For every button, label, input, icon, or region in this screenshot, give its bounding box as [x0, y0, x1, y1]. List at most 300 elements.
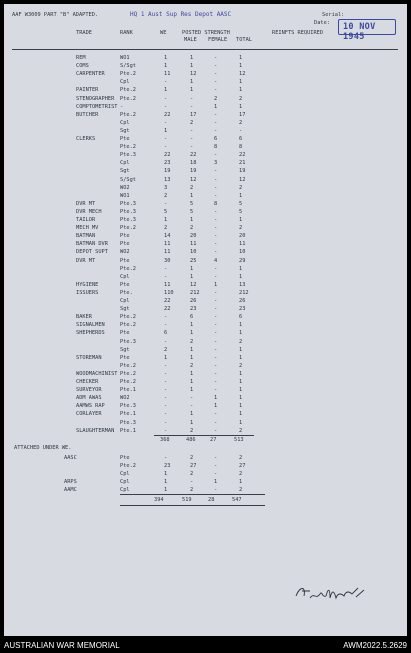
female-cell: -: [214, 63, 218, 70]
female-cell: 1: [214, 281, 218, 288]
female-cell: -: [214, 411, 218, 418]
attached-rank-cell: Cpl: [120, 471, 130, 478]
male-cell: 2: [190, 362, 194, 369]
total-cell: 1: [239, 265, 243, 272]
col-rank: RANK: [120, 30, 133, 36]
male-cell: 12: [190, 71, 197, 78]
grand-total-rule-bottom: [120, 505, 265, 506]
subtotal-male: 486: [186, 436, 196, 443]
rank-cell: Pte.3: [120, 338, 136, 345]
total-cell: 22: [239, 152, 246, 159]
trade-cell: MECH MV: [76, 225, 99, 232]
we-cell: -: [164, 119, 168, 126]
attached-we-cell: 1: [164, 471, 168, 478]
attached-male-cell: 2: [190, 471, 194, 478]
male-cell: 5: [190, 208, 194, 215]
total-cell: 12: [239, 176, 246, 183]
trade-cell: CHECKER: [76, 379, 99, 385]
attached-female-cell: 1: [214, 479, 218, 486]
attached-heading: ATTACHED UNDER WE.: [14, 444, 72, 451]
total-cell: 13: [239, 281, 246, 288]
we-cell: -: [164, 403, 168, 410]
we-cell: 1: [164, 127, 168, 134]
grand-total-we: 394: [154, 497, 164, 504]
we-cell: 11: [164, 71, 171, 78]
male-cell: 1: [190, 411, 194, 418]
date-stamp: [338, 19, 396, 42]
rank-cell: Pte.3: [120, 200, 136, 207]
we-cell: -: [164, 79, 168, 86]
total-cell: 1: [239, 387, 243, 394]
rank-cell: Cpl: [120, 298, 130, 304]
male-cell: 10: [190, 249, 197, 256]
total-cell: 1: [239, 419, 243, 426]
attached-rank-cell: Pte: [120, 454, 130, 461]
male-cell: -: [190, 403, 194, 410]
rank-cell: Cpl: [120, 273, 130, 280]
we-cell: -: [164, 273, 168, 280]
male-cell: 11: [190, 241, 197, 248]
col-remarks: REINFTS REQUIRED: [272, 30, 324, 36]
total-cell: 212: [239, 289, 249, 296]
we-cell: -: [164, 95, 168, 102]
trade-cell: DVR MT: [76, 257, 96, 264]
female-cell: 8: [214, 200, 218, 207]
male-cell: 1: [190, 63, 194, 70]
total-cell: 10: [239, 249, 246, 256]
total-cell: 11: [239, 241, 246, 248]
we-cell: -: [164, 419, 168, 426]
rank-cell: Pte: [120, 241, 130, 248]
male-cell: 22: [190, 152, 197, 159]
rank-cell: Sgt: [120, 168, 130, 175]
female-cell: -: [214, 427, 218, 434]
male-cell: -: [190, 103, 194, 110]
trade-cell: BATMAN DVR: [76, 241, 108, 248]
female-cell: -: [214, 233, 218, 240]
we-cell: -: [164, 314, 168, 321]
trade-cell: CARPENTER: [76, 71, 105, 78]
rank-cell: Pte.1: [120, 427, 136, 434]
rank-cell: Pte.2: [120, 111, 136, 118]
female-cell: -: [214, 152, 218, 159]
we-cell: 1: [164, 55, 168, 61]
male-cell: 12: [190, 281, 197, 288]
total-cell: -: [239, 127, 243, 134]
total-cell: 12: [239, 71, 246, 78]
rank-cell: Sgt: [120, 127, 130, 134]
rank-cell: Pte.2: [120, 314, 136, 321]
we-cell: 22: [164, 298, 171, 304]
total-cell: 2: [239, 184, 243, 191]
female-cell: -: [214, 249, 218, 256]
rank-cell: Pte.2: [120, 71, 136, 78]
date-stamp-text: 10 NOV 1945: [343, 22, 376, 42]
total-cell: 1: [239, 346, 243, 353]
female-cell: -: [214, 111, 218, 118]
attached-male-cell: 2: [190, 454, 194, 461]
rank-cell: Pte.2: [120, 225, 136, 232]
male-cell: 1: [190, 217, 194, 223]
female-cell: -: [214, 362, 218, 369]
attached-we-cell: 1: [164, 479, 168, 486]
total-cell: 2: [239, 225, 243, 232]
total-cell: 19: [239, 168, 246, 175]
trade-cell: COMPTOMETRIST: [76, 103, 118, 110]
female-cell: -: [214, 338, 218, 345]
rank-cell: Pte: [120, 257, 130, 264]
subtotal-total: 513: [234, 436, 244, 443]
attached-trade-cell: AAMC: [64, 487, 77, 494]
we-cell: -: [164, 322, 168, 329]
col-trade: TRADE: [76, 30, 92, 36]
attached-female-cell: -: [214, 463, 218, 469]
header-rule: [12, 49, 398, 50]
female-cell: -: [214, 265, 218, 272]
male-cell: 1: [190, 330, 194, 337]
we-cell: -: [164, 427, 168, 434]
male-cell: -: [190, 395, 194, 402]
total-cell: 21: [239, 160, 246, 167]
we-cell: 110: [164, 289, 174, 296]
male-cell: 2: [190, 119, 194, 126]
grand-total-total: 547: [232, 497, 242, 504]
rank-cell: Pte: [120, 281, 130, 288]
rank-cell: WO2: [120, 184, 130, 191]
subtotal-female: 27: [210, 436, 217, 443]
rank-cell: Cpl: [120, 160, 130, 167]
attached-rank-cell: Cpl: [120, 479, 130, 486]
col-female: FEMALE: [208, 37, 228, 43]
rank-cell: Pte.2: [120, 322, 136, 329]
female-cell: 2: [214, 95, 218, 102]
rank-cell: Pte.3: [120, 403, 136, 410]
we-cell: -: [164, 379, 168, 385]
female-cell: -: [214, 273, 218, 280]
rank-cell: Pte.2: [120, 144, 136, 151]
we-cell: -: [164, 387, 168, 394]
trade-cell: SHEPHERDS: [76, 330, 105, 337]
trade-cell: BAKER: [76, 314, 92, 321]
rank-cell: Pte.1: [120, 387, 136, 394]
trade-cell: SIGNALMEN: [76, 322, 105, 329]
attached-total-cell: 2: [239, 487, 243, 494]
male-cell: 2: [190, 184, 194, 191]
we-cell: 14: [164, 233, 171, 240]
we-cell: 22: [164, 306, 171, 313]
date-label: Date:: [314, 20, 330, 26]
col-posted: POSTED STRENGTH: [182, 30, 230, 36]
col-we: WE: [160, 30, 167, 36]
female-cell: -: [214, 217, 218, 223]
attached-total-cell: 2: [239, 471, 243, 478]
male-cell: 1: [190, 55, 194, 61]
total-cell: 29: [239, 257, 246, 264]
male-cell: 25: [190, 257, 197, 264]
rank-cell: WO1: [120, 55, 130, 61]
male-cell: 1: [190, 273, 194, 280]
rank-cell: Pte.3: [120, 208, 136, 215]
we-cell: -: [164, 338, 168, 345]
trade-cell: STOREMAN: [76, 354, 102, 361]
rank-cell: Sgt: [120, 306, 130, 313]
male-cell: 1: [190, 87, 194, 94]
total-cell: 1: [239, 63, 243, 70]
attached-female-cell: -: [214, 487, 218, 494]
male-cell: 12: [190, 176, 197, 183]
we-cell: 1: [164, 217, 168, 223]
total-cell: 2: [239, 95, 243, 102]
male-cell: 2: [190, 427, 194, 434]
we-cell: 23: [164, 160, 171, 167]
female-cell: -: [214, 322, 218, 329]
total-cell: 5: [239, 208, 243, 215]
attached-total-cell: 2: [239, 454, 243, 461]
subtotal-rule: [154, 435, 254, 436]
col-total: TOTAL: [236, 37, 252, 43]
female-cell: -: [214, 192, 218, 199]
female-cell: -: [214, 379, 218, 385]
we-cell: -: [164, 411, 168, 418]
trade-cell: REM: [76, 55, 86, 61]
serial-label: Serial:: [322, 12, 345, 18]
grand-total-rule: [120, 494, 265, 495]
rank-cell: Pte.1: [120, 411, 136, 418]
rank-cell: WO2: [120, 249, 130, 256]
female-cell: -: [214, 176, 218, 183]
attached-we-cell: 23: [164, 463, 171, 469]
male-cell: 1: [190, 79, 194, 86]
trade-cell: DVR MT: [76, 200, 96, 207]
female-cell: -: [214, 71, 218, 78]
total-cell: 1: [239, 55, 243, 61]
female-cell: -: [214, 314, 218, 321]
attached-trade-cell: AASC: [64, 454, 77, 461]
female-cell: -: [214, 79, 218, 86]
rank-cell: Pte: [120, 233, 130, 240]
male-cell: -: [190, 95, 194, 102]
male-cell: 17: [190, 111, 197, 118]
attached-we-cell: 1: [164, 487, 168, 494]
female-cell: -: [214, 55, 218, 61]
total-cell: 1: [239, 87, 243, 94]
female-cell: 1: [214, 103, 218, 110]
male-cell: 1: [190, 419, 194, 426]
signature: [292, 582, 372, 604]
we-cell: 19: [164, 168, 171, 175]
female-cell: -: [214, 127, 218, 134]
we-cell: 11: [164, 281, 171, 288]
we-cell: -: [164, 144, 168, 151]
we-cell: 22: [164, 152, 171, 159]
female-cell: -: [214, 370, 218, 377]
rank-cell: Sgt: [120, 346, 130, 353]
female-cell: -: [214, 184, 218, 191]
we-cell: 11: [164, 241, 171, 248]
female-cell: 1: [214, 403, 218, 410]
rank-cell: Pte: [120, 330, 130, 337]
attached-female-cell: -: [214, 454, 218, 461]
total-cell: 17: [239, 111, 246, 118]
male-cell: 26: [190, 298, 197, 304]
rank-cell: Pte.: [120, 289, 133, 296]
total-cell: 1: [239, 395, 243, 402]
we-cell: -: [164, 103, 168, 110]
attached-male-cell: 27: [190, 463, 197, 469]
we-cell: 2: [164, 346, 168, 353]
trade-cell: WOODMACHINIST: [76, 370, 118, 377]
we-cell: 5: [164, 208, 168, 215]
trade-cell: BUTCHER: [76, 111, 99, 118]
total-cell: 1: [239, 217, 243, 223]
total-cell: 6: [239, 314, 243, 321]
female-cell: -: [214, 87, 218, 94]
male-cell: 212: [190, 289, 200, 296]
male-cell: 1: [190, 379, 194, 385]
we-cell: 13: [164, 176, 171, 183]
female-cell: -: [214, 330, 218, 337]
grand-total-female: 28: [208, 497, 215, 504]
rank-cell: Pte.2: [120, 265, 136, 272]
total-cell: 6: [239, 136, 243, 142]
attached-male-cell: -: [190, 479, 194, 486]
total-cell: 1: [239, 330, 243, 337]
female-cell: -: [214, 387, 218, 394]
female-cell: -: [214, 298, 218, 304]
total-cell: 2: [239, 338, 243, 345]
we-cell: 30: [164, 257, 171, 264]
female-cell: -: [214, 306, 218, 313]
trade-cell: SLAUGHTERMAN: [76, 427, 115, 434]
male-cell: -: [190, 144, 194, 151]
female-cell: -: [214, 208, 218, 215]
total-cell: 1: [239, 103, 243, 110]
we-cell: 1: [164, 354, 168, 361]
rank-cell: Pte.2: [120, 370, 136, 377]
we-cell: 2: [164, 225, 168, 232]
rank-cell: Pte.3: [120, 152, 136, 159]
male-cell: 2: [190, 225, 194, 232]
form-title: AAF W3009 PART "B" ADAPTED.: [12, 12, 99, 18]
total-cell: 8: [239, 144, 243, 151]
female-cell: -: [214, 119, 218, 126]
female-cell: 3: [214, 160, 218, 167]
trade-cell: DEPOT SUPT: [76, 249, 108, 256]
unit-title: HQ 1 Aust Sup Res Depot AASC: [130, 11, 232, 18]
attached-total-cell: 27: [239, 463, 246, 469]
total-cell: 1: [239, 354, 243, 361]
female-cell: -: [214, 354, 218, 361]
male-cell: 5: [190, 200, 194, 207]
female-cell: 4: [214, 257, 218, 264]
trade-cell: CLERKS: [76, 136, 96, 142]
female-cell: -: [214, 241, 218, 248]
we-cell: -: [164, 200, 168, 207]
we-cell: -: [164, 370, 168, 377]
rank-cell: Cpl: [120, 119, 130, 126]
total-cell: 1: [239, 411, 243, 418]
female-cell: 8: [214, 144, 218, 151]
total-cell: 23: [239, 306, 246, 313]
we-cell: 11: [164, 249, 171, 256]
rank-cell: Pte.2: [120, 379, 136, 385]
rank-cell: -: [120, 103, 124, 110]
rank-cell: Pte: [120, 354, 130, 361]
trade-cell: STENOGRAPHER: [76, 95, 115, 102]
document-sheet: [4, 4, 407, 636]
subtotal-we: 368: [160, 436, 170, 443]
we-cell: -: [164, 362, 168, 369]
trade-cell: COMS: [76, 63, 89, 70]
rank-cell: Pte: [120, 136, 130, 142]
total-cell: 2: [239, 362, 243, 369]
rank-cell: Pte.2: [120, 362, 136, 369]
col-male: MALE: [184, 37, 197, 43]
male-cell: 20: [190, 233, 197, 240]
male-cell: 1: [190, 192, 194, 199]
we-cell: 22: [164, 111, 171, 118]
attached-male-cell: 2: [190, 487, 194, 494]
trade-cell: ADM AWAS: [76, 395, 102, 402]
we-cell: 2: [164, 192, 168, 199]
rank-cell: WO1: [120, 192, 130, 199]
rank-cell: WO2: [120, 395, 130, 402]
attached-rank-cell: Pte.2: [120, 463, 136, 469]
total-cell: 1: [239, 370, 243, 377]
female-cell: 1: [214, 395, 218, 402]
male-cell: 18: [190, 160, 197, 167]
total-cell: 1: [239, 322, 243, 329]
total-cell: 1: [239, 403, 243, 410]
total-cell: 1: [239, 79, 243, 86]
rank-cell: Pte.2: [120, 95, 136, 102]
trade-cell: BATMAN: [76, 233, 96, 240]
footer-left: AUSTRALIAN WAR MEMORIAL: [4, 641, 120, 650]
male-cell: 1: [190, 387, 194, 394]
trade-cell: PAINTER: [76, 87, 99, 94]
attached-rank-cell: Cpl: [120, 487, 130, 494]
we-cell: -: [164, 136, 168, 142]
we-cell: 1: [164, 63, 168, 70]
female-cell: -: [214, 225, 218, 232]
total-cell: 5: [239, 200, 243, 207]
total-cell: 2: [239, 119, 243, 126]
rank-cell: Cpl: [120, 79, 130, 86]
total-cell: 20: [239, 233, 246, 240]
footer-right: AWM2022.5.2629: [343, 641, 407, 650]
female-cell: -: [214, 289, 218, 296]
rank-cell: S/Sgt: [120, 176, 136, 183]
male-cell: -: [190, 136, 194, 142]
male-cell: 19: [190, 168, 197, 175]
attached-we-cell: -: [164, 454, 168, 461]
female-cell: -: [214, 419, 218, 426]
total-cell: 1: [239, 273, 243, 280]
male-cell: 6: [190, 314, 194, 321]
rank-cell: Pte.3: [120, 419, 136, 426]
female-cell: 6: [214, 136, 218, 142]
grand-total-male: 519: [182, 497, 192, 504]
male-cell: 1: [190, 322, 194, 329]
total-cell: 1: [239, 192, 243, 199]
we-cell: 6: [164, 330, 168, 337]
we-cell: 1: [164, 87, 168, 94]
attached-female-cell: -: [214, 471, 218, 478]
total-cell: 26: [239, 298, 246, 304]
trade-cell: AAMWS RAP: [76, 403, 105, 410]
we-cell: -: [164, 395, 168, 402]
trade-cell: ISSUERS: [76, 289, 99, 296]
